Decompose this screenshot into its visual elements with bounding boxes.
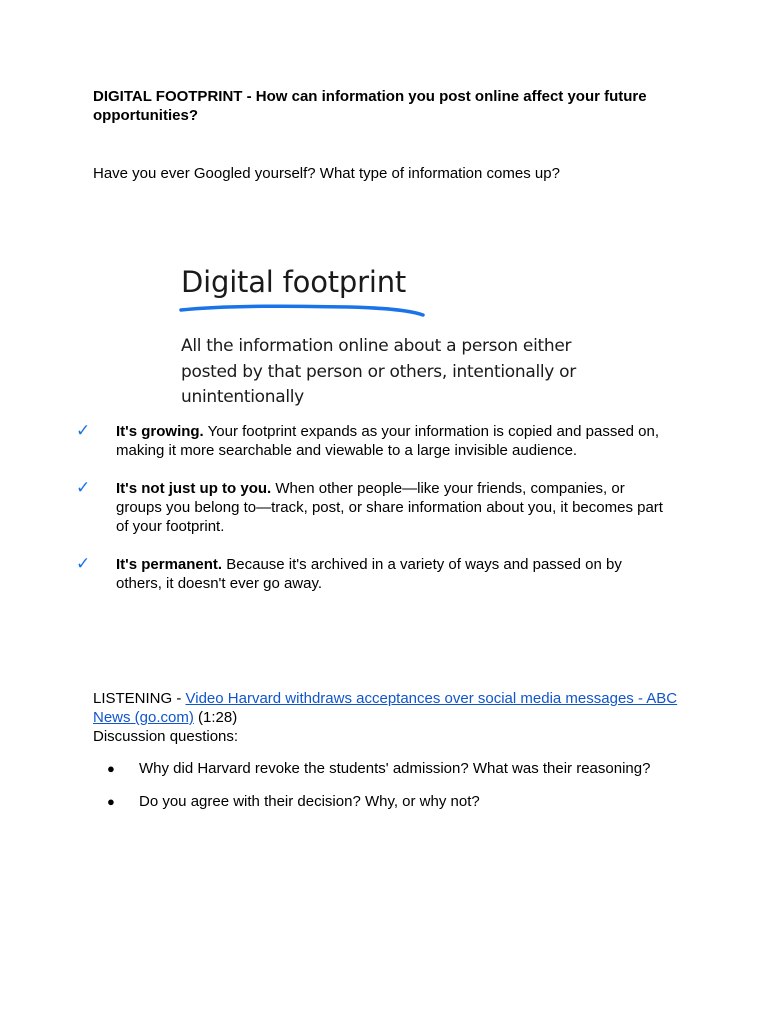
checklist-item-lead: It's growing. (116, 423, 204, 440)
listening-prefix: LISTENING - (93, 690, 186, 707)
discussion-question-text: Do you agree with their decision? Why, or why not? (139, 793, 480, 810)
figure-definition: All the information online about a person either posted by that person or others, intentionally or unintentionally (181, 336, 576, 407)
intro-question: Have you ever Googled yourself? What type of information comes up? (93, 165, 560, 182)
checklist-item (76, 479, 666, 536)
video-duration: (1:28) (193, 709, 238, 726)
checklist-item-lead: It's permanent. (116, 556, 223, 573)
document-heading: DIGITAL FOOTPRINT - How can information you post online affect your future opportunities? (93, 88, 647, 124)
checklist-item-lead: It's not just up to you. (116, 480, 272, 497)
checklist-item (76, 422, 666, 460)
discussion-question-item (93, 792, 693, 811)
checklist (76, 422, 666, 612)
listening-line (93, 689, 683, 727)
checklist-item-text: Because it's archived in a variety of ways and passed on by others, it doesn't ever go away. (116, 556, 622, 592)
underline-stroke (179, 302, 429, 322)
bullet-icon: ● (107, 761, 115, 776)
video-link[interactable]: Video Harvard withdraws acceptances over social media messages - ABC News (go.com) (93, 690, 678, 726)
figure-title: Digital footprint (181, 265, 407, 299)
digital-footprint-figure (175, 262, 635, 412)
checkmark-icon: ✓ (76, 554, 91, 574)
discussion-questions (93, 759, 693, 825)
checklist-item (76, 555, 666, 593)
checkmark-icon: ✓ (76, 421, 91, 441)
discussion-question-item (93, 759, 693, 778)
discussion-question-text: Why did Harvard revoke the students' admission? What was their reasoning? (139, 760, 651, 777)
checkmark-icon: ✓ (76, 478, 91, 498)
discussion-label: Discussion questions: (93, 728, 239, 745)
bullet-icon: ● (107, 794, 115, 809)
checklist-item-text: Your footprint expands as your information is copied and passed on, making it more searchable and viewable to a large invisible audience. (116, 423, 660, 459)
checklist-item-text: When other people—like your friends, companies, or groups you belong to—track, post, or share information about you, it becomes part of your footprint. (116, 480, 663, 535)
listening-section (93, 689, 683, 746)
